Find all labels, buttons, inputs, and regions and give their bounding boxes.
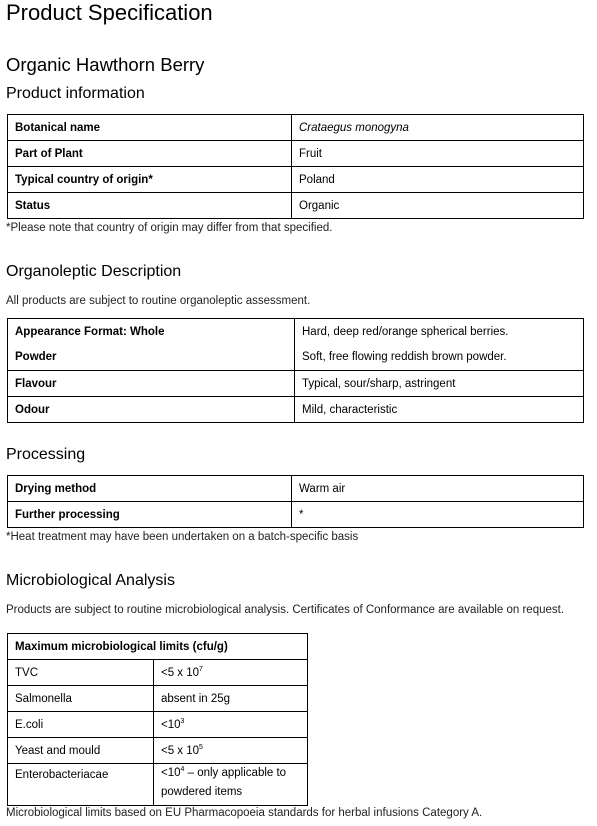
table-row: [8, 660, 308, 686]
odour-value: Mild, characteristic: [295, 397, 584, 423]
page-title: Product Specification: [6, 0, 213, 25]
limits-table-header: Maximum microbiological limits (cfu/g): [8, 634, 308, 660]
part-of-plant-value: Fruit: [292, 141, 584, 167]
further-processing-value: *: [292, 502, 584, 528]
enterobacteriacae-label: Enterobacteriacae: [8, 764, 154, 806]
odour-label: Odour: [8, 397, 295, 423]
drying-method-label: Drying method: [8, 476, 292, 502]
ecoli-label: E.coli: [8, 712, 154, 738]
table-row: [8, 345, 584, 371]
microbiological-limits-table: [7, 633, 308, 806]
microbiological-intro: Products are subject to routine microbiological analysis. Certificates of Conformance are available on request.: [6, 604, 565, 616]
country-of-origin-label: Typical country of origin*: [8, 167, 292, 193]
microbiological-footer: Microbiological limits based on EU Pharmacopoeia standards for herbal infusions Category A.: [6, 807, 483, 819]
powder-label: Powder: [8, 345, 295, 371]
appearance-value: Hard, deep red/orange spherical berries.: [295, 319, 584, 345]
table-row: [8, 476, 584, 502]
processing-table: [7, 475, 584, 528]
table-row: [8, 738, 308, 764]
organoleptic-table: [7, 318, 584, 423]
botanical-name-value: Crataegus monogyna: [292, 115, 584, 141]
table-row: [8, 686, 308, 712]
status-label: Status: [8, 193, 292, 219]
microbiological-heading: Microbiological Analysis: [6, 572, 175, 589]
yeast-mould-value: <5 x $10^5$: [154, 738, 308, 764]
flavour-label: Flavour: [8, 371, 295, 397]
further-processing-label: Further processing: [8, 502, 292, 528]
enterobacteriacae-value: $<10^4$ – only applicable to powdered items: [154, 764, 308, 806]
tvc-value: <5 x $10^7$: [154, 660, 308, 686]
table-header-row: [8, 634, 308, 660]
drying-method-value: Warm air: [292, 476, 584, 502]
table-row: [8, 712, 308, 738]
salmonella-value: absent in 25g: [154, 686, 308, 712]
organoleptic-intro: All products are subject to routine organoleptic assessment.: [6, 295, 311, 307]
table-row: [8, 193, 584, 219]
table-row: [8, 115, 584, 141]
status-value: Organic: [292, 193, 584, 219]
ecoli-value: $<10^3$: [154, 712, 308, 738]
appearance-label: Appearance Format: Whole: [8, 319, 295, 345]
organoleptic-heading: Organoleptic Description: [6, 263, 182, 280]
table-row: [8, 319, 584, 345]
table-row: [8, 371, 584, 397]
origin-note: *Please note that country of origin may differ from that specified.: [6, 222, 333, 234]
table-row: [8, 167, 584, 193]
processing-heading: Processing: [6, 446, 86, 463]
product-information-heading: Product information: [6, 85, 145, 102]
powder-value: Soft, free flowing reddish brown powder.: [295, 345, 584, 371]
product-name: Organic Hawthorn Berry: [6, 54, 205, 75]
part-of-plant-label: Part of Plant: [8, 141, 292, 167]
flavour-value: Typical, sour/sharp, astringent: [295, 371, 584, 397]
heat-treatment-note: *Heat treatment may have been undertaken on a batch-specific basis: [6, 531, 359, 543]
tvc-label: TVC: [8, 660, 154, 686]
yeast-mould-label: Yeast and mould: [8, 738, 154, 764]
table-row: [8, 141, 584, 167]
table-row: [8, 397, 584, 423]
salmonella-label: Salmonella: [8, 686, 154, 712]
product-information-table: [7, 114, 584, 219]
botanical-name-label: Botanical name: [8, 115, 292, 141]
country-of-origin-value: Poland: [292, 167, 584, 193]
table-row: [8, 764, 308, 806]
table-row: [8, 502, 584, 528]
